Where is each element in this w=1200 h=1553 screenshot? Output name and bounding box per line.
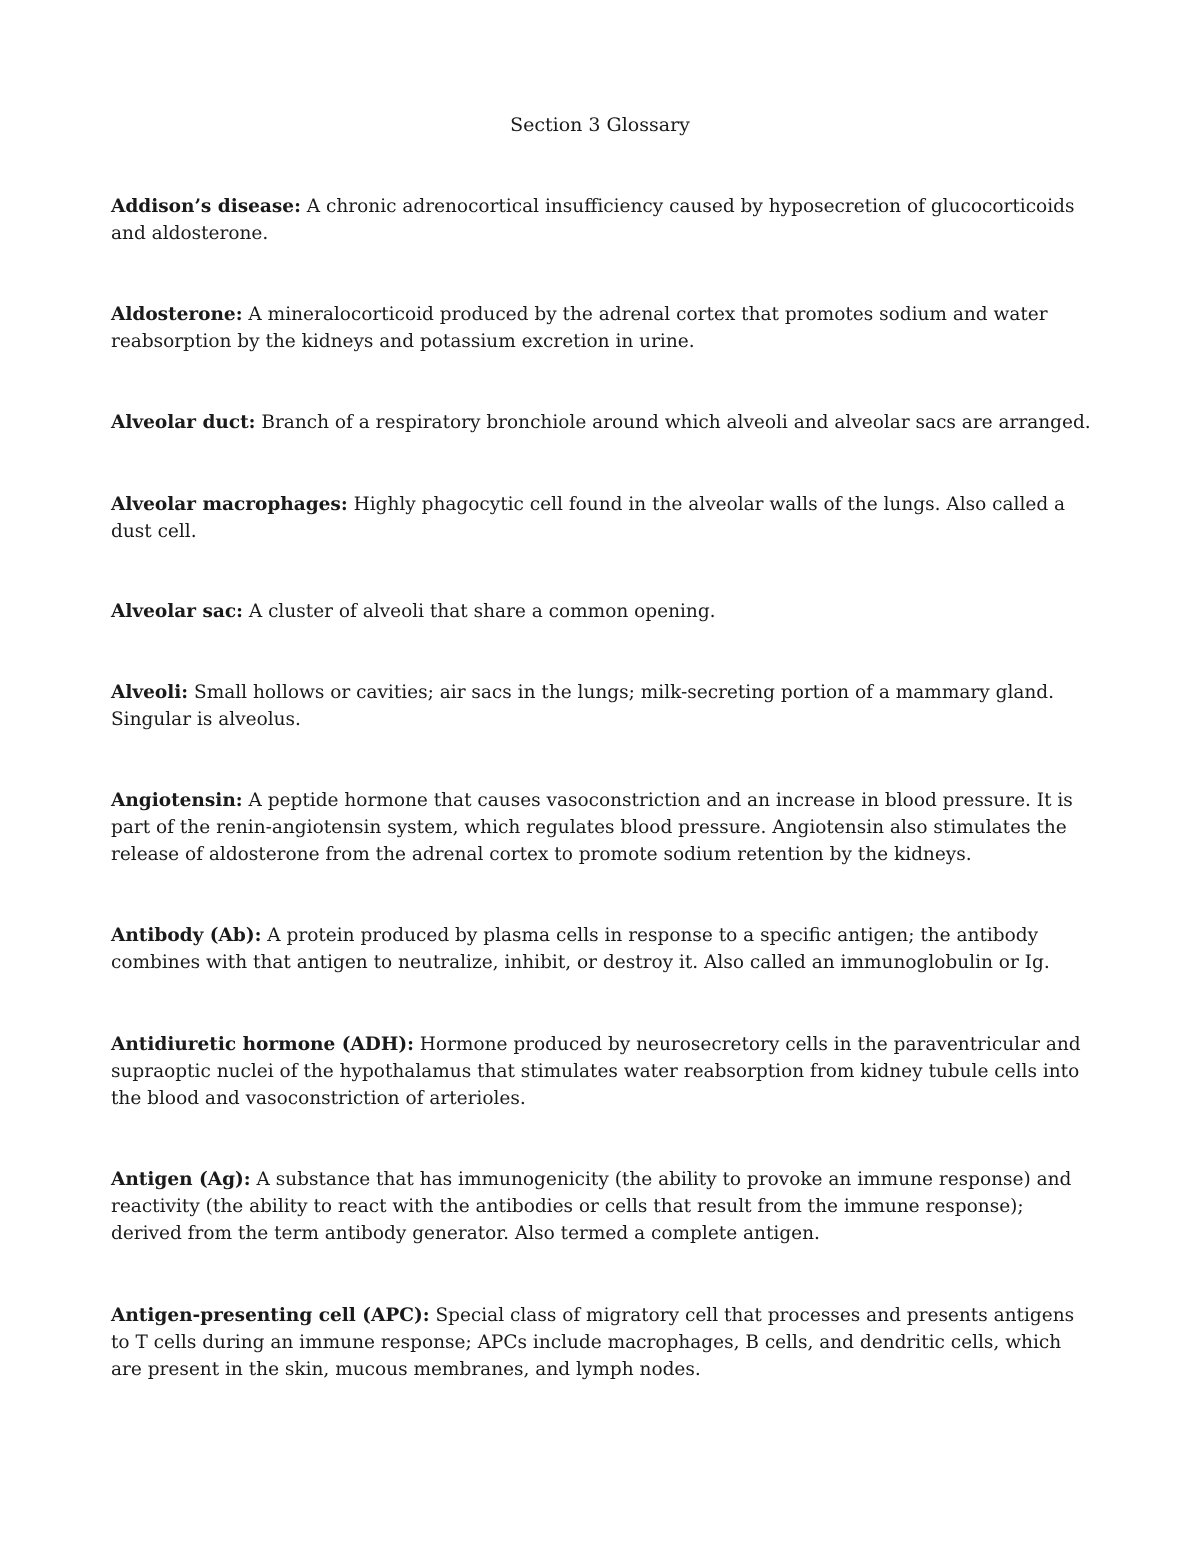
glossary-term: Alveoli:: [111, 682, 189, 703]
glossary-term: Antigen-presenting cell (APC):: [111, 1305, 430, 1326]
page-title: Section 3 Glossary: [510, 114, 690, 136]
glossary-definition: Highly phagocytic cell found in the alveolar walls of the lungs. Also called a dust cell.: [111, 494, 1066, 542]
glossary-definition: Small hollows or cavities; air sacs in the lungs; milk-secreting portion of a mammary gland. Singular is alveolus.: [111, 682, 1055, 730]
glossary-entry: [111, 922, 1096, 976]
glossary-definition: A protein produced by plasma cells in response to a specific antigen; the antibody combines with that antigen to neutralize, inhibit, or destroy it. Also called an immunoglobulin or Ig.: [111, 925, 1050, 973]
glossary-term: Angiotensin:: [111, 790, 243, 811]
glossary-definition: A mineralocorticoid produced by the adrenal cortex that promotes sodium and water reabsorption by the kidneys and potassium excretion in urine.: [111, 304, 1048, 352]
glossary-definition: A chronic adrenocortical insufficiency caused by hyposecretion of glucocorticoids and aldosterone.: [111, 196, 1075, 244]
glossary-term: Antigen (Ag):: [111, 1169, 251, 1190]
glossary-entry: [111, 409, 1096, 436]
glossary-definition: A cluster of alveoli that share a common opening.: [242, 601, 716, 622]
glossary-term: Alveolar macrophages:: [111, 494, 348, 515]
glossary-term: Aldosterone:: [111, 304, 243, 325]
glossary-term: Alveolar duct:: [111, 412, 256, 433]
glossary-definition: A substance that has immunogenicity (the ability to provoke an immune response) and reactivity (the ability to react with the antibodies or cells that result from the immune response); derived from the term antibody generator. Also termed a complete antigen.: [111, 1169, 1072, 1244]
glossary-entry: [111, 193, 1096, 247]
glossary-term: Addison’s disease:: [111, 196, 301, 217]
glossary-term: Antibody (Ab):: [111, 925, 262, 946]
glossary-entry: [111, 1166, 1096, 1247]
glossary-definition: Branch of a respiratory bronchiole around which alveoli and alveolar sacs are arranged.: [255, 412, 1091, 433]
glossary-entry: [111, 1031, 1096, 1112]
glossary-definition: Special class of migratory cell that processes and presents antigens to T cells during an immune response; APCs include macrophages, B cells, and dendritic cells, which are present in the skin, mucous membranes, and lymph nodes.: [111, 1305, 1075, 1380]
glossary-entry: [111, 491, 1096, 545]
glossary-definition: Hormone produced by neurosecretory cells in the paraventricular and supraoptic nuclei of the hypothalamus that stimulates water reabsorption from kidney tubule cells into the blood and vasoconstriction of arterioles.: [111, 1034, 1081, 1109]
glossary-entry: [111, 787, 1096, 868]
glossary-definition: A peptide hormone that causes vasoconstriction and an increase in blood pressure. It is part of the renin-angiotensin system, which regulates blood pressure. Angiotensin also stimulates the release of aldosterone from the adrenal cortex to promote sodium retention by the kidneys.: [111, 790, 1073, 865]
glossary-term: Antidiuretic hormone (ADH):: [111, 1034, 414, 1055]
glossary-entry: [111, 598, 1096, 625]
glossary-entry: [111, 1302, 1096, 1383]
glossary-entry: [111, 679, 1096, 733]
glossary-term: Alveolar sac:: [111, 601, 243, 622]
glossary-entry: [111, 301, 1096, 355]
